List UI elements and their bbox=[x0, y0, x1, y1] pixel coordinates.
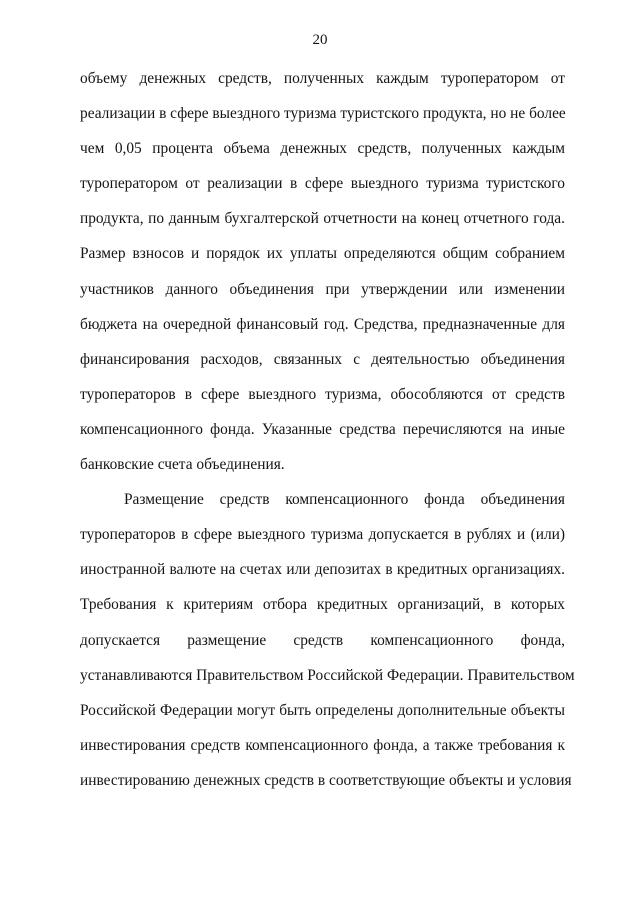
text-line: устанавливаются Правительством Российской Федерации. Правительством bbox=[80, 666, 575, 684]
document-body bbox=[80, 68, 575, 805]
page-number: 20 bbox=[312, 32, 328, 48]
text-line: финансирования расходов, связанных с деятельностью объединения bbox=[80, 350, 565, 368]
text-line-last: банковские счета объединения. bbox=[80, 456, 285, 474]
text-line: Требования к критериям отбора кредитных организаций, в которых bbox=[80, 596, 565, 614]
text-line: Российской Федерации могут быть определены дополнительные объекты bbox=[80, 701, 565, 719]
paragraph-1 bbox=[80, 68, 565, 489]
paragraph-2 bbox=[80, 489, 575, 805]
text-line: туроператоров в сфере выездного туризма, обособляются от средств bbox=[80, 385, 565, 403]
text-line: допускается размещение средств компенсационного фонда, bbox=[80, 631, 565, 649]
text-line: бюджета на очередной финансовый год. Средства, предназначенные для bbox=[80, 315, 565, 333]
text-line: инвестированию денежных средств в соответствующие объекты и условия bbox=[80, 771, 572, 789]
text-line: объему денежных средств, полученных каждым туроператором от bbox=[80, 70, 565, 87]
text-line: чем 0,05 процента объема денежных средств, полученных каждым bbox=[80, 140, 565, 158]
text-line: Размер взносов и порядок их уплаты определяются общим собранием bbox=[80, 245, 565, 263]
text-line: компенсационного фонда. Указанные средства перечисляются на иные bbox=[80, 420, 565, 438]
text-line: продукта, по данным бухгалтерской отчетности на конец отчетного года. bbox=[80, 210, 565, 228]
text-line: участников данного объединения при утверждении или изменении bbox=[80, 280, 565, 298]
text-line: туроператоров в сфере выездного туризма допускается в рублях и (или) bbox=[80, 526, 565, 544]
text-line-first: Размещение средств компенсационного фонда объединения bbox=[124, 491, 565, 509]
text-line: туроператором от реализации в сфере выездного туризма туристского bbox=[80, 175, 565, 193]
text-line: инвестирования средств компенсационного фонда, а также требования к bbox=[80, 736, 565, 754]
text-line: иностранной валюте на счетах или депозитах в кредитных организациях. bbox=[80, 561, 565, 579]
text-line: реализации в сфере выездного туризма туристского продукта, но не более bbox=[80, 105, 566, 123]
